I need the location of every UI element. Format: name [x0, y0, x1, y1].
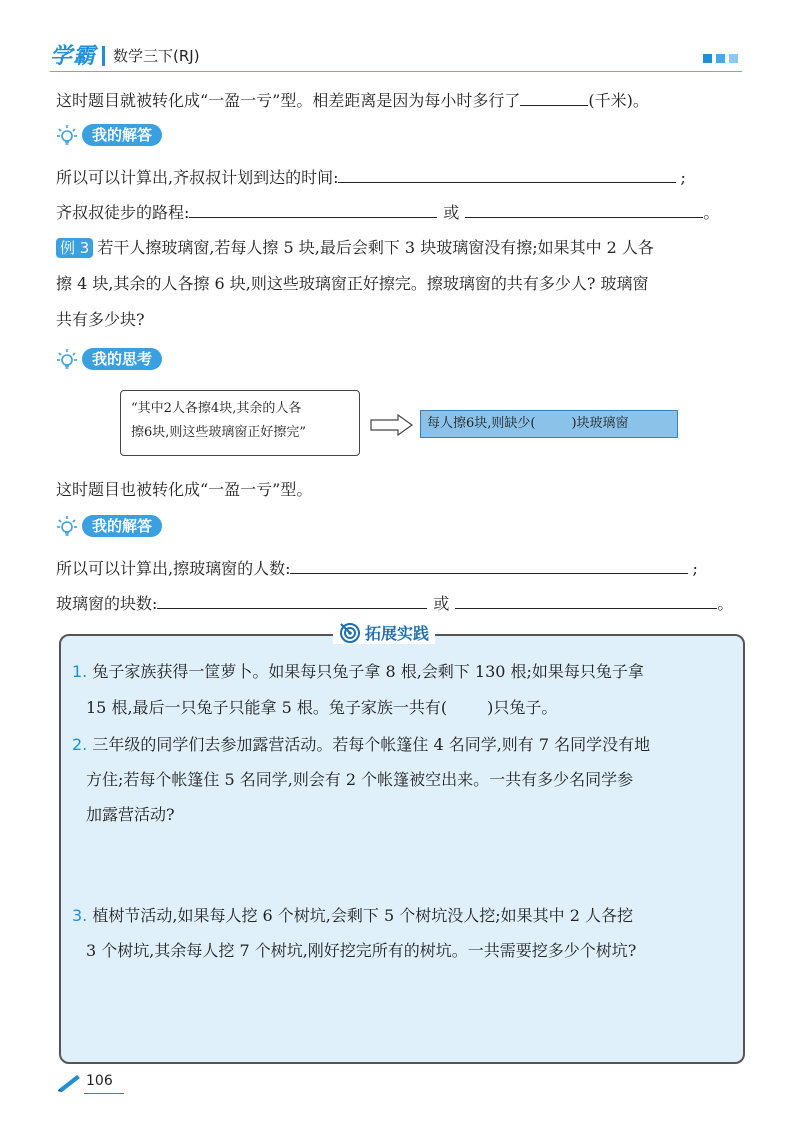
- arrow-right-icon: [370, 414, 414, 436]
- question-3-line1: [72, 906, 633, 926]
- question-text: 植树节活动,如果每人挖 6 个树坑,会剩下 5 个树坑没人挖;如果其中 2 人各挖: [92, 906, 633, 925]
- conversion-text-line: [56, 89, 649, 111]
- lightbulb-icon: [56, 348, 78, 370]
- footer-rule: [84, 1093, 124, 1094]
- answer1-line2: [56, 201, 719, 223]
- question-number: 1.: [72, 662, 88, 681]
- or-text: 或: [433, 594, 450, 613]
- question-number: 3.: [72, 906, 88, 925]
- pencil-icon: [56, 1074, 84, 1094]
- answer-blank[interactable]: [455, 592, 717, 609]
- header-decoration: [703, 54, 738, 63]
- question-text: 兔子家族获得一筐萝卜。如果每只兔子拿 8 根,会剩下 130 根;如果每只兔子拿: [92, 662, 644, 681]
- answer1-line1: [56, 166, 686, 188]
- conclusion-box: [420, 410, 678, 438]
- punctuation: ;: [680, 168, 686, 187]
- question-number: 2.: [72, 735, 88, 754]
- conversion-text: 这时题目就被转化成“一盈一亏”型。相差距离是因为每小时多行了: [56, 91, 521, 110]
- answer-prompt: 齐叔叔徒步的路程:: [56, 203, 190, 222]
- section-my-answer-1: [56, 123, 162, 147]
- section-my-thinking: [56, 347, 162, 371]
- answer-prompt: 所以可以计算出,擦玻璃窗的人数:: [56, 559, 291, 578]
- question-2-line2: 方住;若每个帐篷住 5 名同学,则会有 2 个帐篷被空出来。一共有多少名同学参: [86, 770, 634, 789]
- question-1-line1: [72, 662, 644, 682]
- punctuation: 。: [717, 594, 734, 613]
- example-3-line1: [56, 238, 654, 258]
- quote-box: [120, 390, 360, 456]
- unit-text: (千米)。: [588, 91, 649, 110]
- answer2-line2: [56, 592, 733, 614]
- answer-prompt: 玻璃窗的块数:: [56, 594, 158, 613]
- conclusion-text: )块玻璃窗: [571, 416, 629, 431]
- punctuation: ;: [692, 559, 698, 578]
- header-divider: [102, 46, 105, 66]
- header-rule: [50, 71, 742, 72]
- example-badge: 例 3: [56, 238, 93, 258]
- answer2-line1: [56, 557, 698, 579]
- question-1-line2: [86, 698, 557, 718]
- example-3-line3: 共有多少块?: [56, 310, 145, 329]
- question-2-line3: 加露营活动?: [86, 805, 175, 824]
- answer-blank[interactable]: [465, 201, 703, 218]
- answer-blank[interactable]: [290, 557, 688, 574]
- question-text: 三年级的同学们去参加露营活动。若每个帐篷住 4 名同学,则有 7 名同学没有地: [92, 735, 651, 754]
- book-title: 数学三下(RJ): [113, 47, 200, 65]
- page-number: 106: [86, 1073, 113, 1089]
- section-label: 我的解答: [82, 515, 162, 537]
- answer-prompt: 所以可以计算出,齐叔叔计划到达的时间:: [56, 168, 339, 187]
- example-text: 若干人擦玻璃窗,若每人擦 5 块,最后会剩下 3 块玻璃窗没有擦;如果其中 2 人各: [97, 238, 654, 257]
- answer-blank[interactable]: [157, 592, 427, 609]
- question-3-line2: 3 个树坑,其余每人挖 7 个树坑,刚好挖完所有的树坑。一共需要挖多少个树坑?: [86, 941, 637, 960]
- section-label: 我的思考: [82, 348, 162, 370]
- conclusion-text: 每人擦6块,则缺少(: [427, 416, 536, 431]
- target-icon: [339, 622, 361, 644]
- question-text: )只兔子。: [487, 698, 558, 717]
- page-header: [50, 40, 200, 70]
- section-label: 我的解答: [82, 124, 162, 146]
- or-text: 或: [443, 203, 460, 222]
- section-my-answer-2: [56, 514, 162, 538]
- conversion-text-line-2: 这时题目也被转化成“一盈一亏”型。: [56, 480, 313, 499]
- example-3-line2: 擦 4 块,其余的人各擦 6 块,则这些玻璃窗正好擦完。擦玻璃窗的共有多少人? 玻璃窗: [56, 274, 649, 293]
- answer-blank[interactable]: [338, 166, 676, 183]
- punctuation: 。: [703, 203, 720, 222]
- answer-blank[interactable]: [520, 89, 588, 106]
- quote-line: “其中2人各擦4块,其余的人各: [131, 401, 302, 416]
- lightbulb-icon: [56, 515, 78, 537]
- question-text: 15 根,最后一只兔子只能拿 5 根。兔子家族一共有(: [86, 698, 448, 717]
- quote-line: 擦6块,则这些玻璃窗正好擦完”: [131, 425, 307, 440]
- practice-title: [333, 621, 435, 644]
- practice-title-text: 拓展实践: [365, 624, 430, 643]
- lightbulb-icon: [56, 124, 78, 146]
- brand-logo: 学霸: [50, 44, 97, 69]
- answer-blank[interactable]: [189, 201, 437, 218]
- question-2-line1: [72, 735, 650, 755]
